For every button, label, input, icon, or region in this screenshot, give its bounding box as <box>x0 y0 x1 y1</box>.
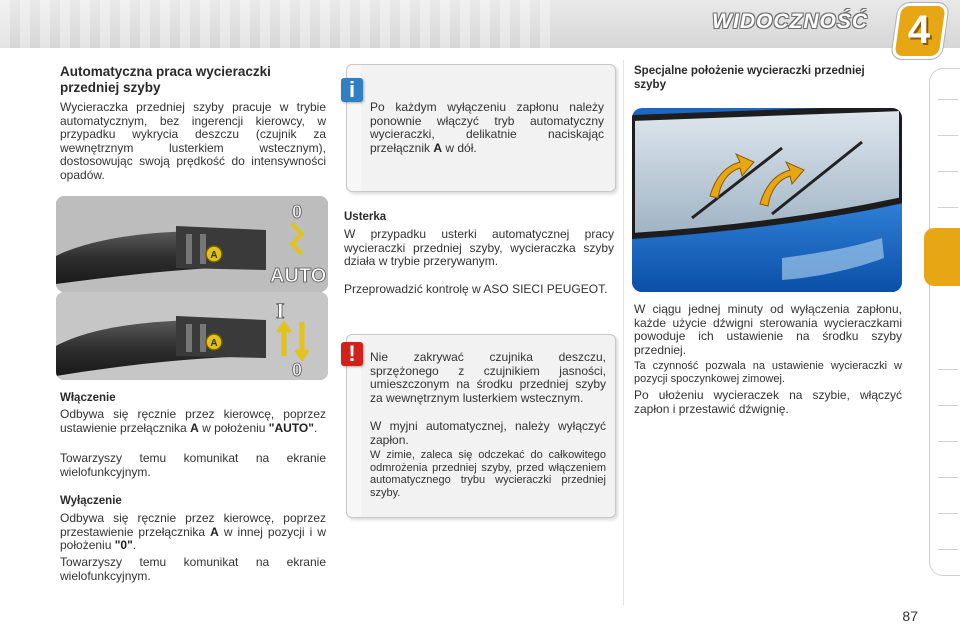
warning-paragraph-2: W myjni automatycznej, należy wyłączyć zapłon. <box>370 419 606 447</box>
tab-divider <box>938 135 958 136</box>
switch-on-text: w położeniu <box>198 420 269 435</box>
tab-divider <box>938 477 958 478</box>
special-position-paragraph-3: Po ułożeniu wycieraczek na szybie, włączyć zapłon i przestawić dźwignię. <box>634 388 902 416</box>
button-a-label: A <box>210 338 218 349</box>
position-1-symbol: I <box>276 298 285 323</box>
wiper-stalk-off-image <box>56 292 328 380</box>
chapter-number: 4 <box>907 8 931 52</box>
switch-off-text: w innej pozycji i w położeniu <box>60 524 326 552</box>
info-note-span: w dół. <box>442 140 477 155</box>
column-divider <box>623 60 624 605</box>
tab-divider <box>938 207 958 208</box>
info-note-span: Po każdym wyłączeniu zapłonu należy ponownie włączyć tryb automatyczny wycieraczki, delikatnie naciskając przełącznik <box>370 100 604 155</box>
tab-divider <box>938 171 958 172</box>
switch-key-a: A <box>210 524 219 539</box>
switch-key-a: A <box>433 140 443 155</box>
special-position-paragraph-1: W ciągu jednej minuty od wyłączenia zapłonu, każde użycie dźwigni sterowania wycieraczkami powoduje ich ustawienie na środku szyby przedniej. <box>634 302 902 357</box>
auto-key-label: "AUTO" <box>268 420 314 435</box>
wiper-stalk-auto-image <box>56 196 328 292</box>
zero-key-label: "0" <box>114 538 133 552</box>
warning-icon: ! <box>341 342 363 366</box>
special-position-title: Specjalne położenie wycieraczki przedniej szyby <box>634 65 865 91</box>
auto-position-label: AUTO <box>270 265 327 287</box>
tab-divider <box>938 513 958 514</box>
intro-paragraph: Wycieraczka przedniej szyby pracuje w trybie automatycznym, bez ingerencji kierowcy, w przypadku wykrycia deszczu (czujnik za wewnętrznym lusterkiem wstecznym), dostosowując swoją prędkość do intensywności opadów. <box>60 100 326 182</box>
windshield-illustration <box>632 108 902 292</box>
tab-divider <box>938 99 958 100</box>
switch-off-paragraph <box>60 512 326 553</box>
tab-divider <box>938 549 958 550</box>
warning-paragraph-3: W zimie, zaleca się odczekać do całkowitego odmrożenia przedniej szyby, przed włączeniem automatycznego trybu wycieraczki przedniej szyby. <box>370 449 606 499</box>
tab-divider <box>938 405 958 406</box>
switch-off-heading: Wyłączenie <box>60 495 122 507</box>
fault-check-paragraph: Przeprowadzić kontrolę w ASO SIECI PEUGEOT. <box>344 282 608 296</box>
tab-divider <box>938 369 958 370</box>
warning-paragraph-1: Nie zakrywać czujnika deszczu, sprzężonego z czujnikiem jasności, umieszczonym na środku przedniej szyby za wewnętrznym lusterkiem wstecznym. <box>370 350 606 405</box>
active-chapter-tab[interactable] <box>924 228 960 286</box>
switch-on-text: . <box>313 420 318 435</box>
switch-off-text: Odbywa się ręcznie przez kierowcę, poprzez przestawienie przełącznika <box>60 511 326 539</box>
switch-on-message: Towarzyszy temu komunikat na ekranie wielofunkcyjnym. <box>60 451 326 479</box>
chapter-tabs[interactable] <box>929 68 960 576</box>
tab-divider <box>938 441 958 442</box>
info-note-text <box>370 101 604 155</box>
page-number: 87 <box>902 608 918 624</box>
special-position-paragraph-2: Ta czynność pozwala na ustawienie wycieraczki w pozycji spoczynkowej zimowej. <box>634 360 902 385</box>
button-a-label: A <box>210 250 218 261</box>
section-title-auto-wiper: Automatyczna praca wycieraczki przedniej szyby <box>60 64 271 95</box>
switch-on-paragraph <box>60 408 326 435</box>
switch-off-text: . <box>132 538 137 552</box>
switch-on-text: Odbywa się ręcznie przez kierowcę, poprzez ustawienie przełącznika <box>60 407 326 435</box>
info-icon: i <box>341 78 363 102</box>
position-0-symbol: 0 <box>292 202 303 222</box>
switch-on-heading: Włączenie <box>60 392 116 404</box>
chapter-title: WIDOCZNOŚĆ <box>712 10 868 33</box>
position-0-symbol: 0 <box>292 360 303 380</box>
switch-key-a: A <box>190 420 199 435</box>
fault-heading: Usterka <box>344 211 387 223</box>
header-stripes <box>0 0 560 48</box>
switch-off-message: Towarzyszy temu komunikat na ekranie wielofunkcyjnym. <box>60 555 326 583</box>
fault-paragraph: W przypadku usterki automatycznej pracy wycieraczki przedniej szyby, wycieraczka szyby działa w trybie przerywanym. <box>344 227 614 268</box>
